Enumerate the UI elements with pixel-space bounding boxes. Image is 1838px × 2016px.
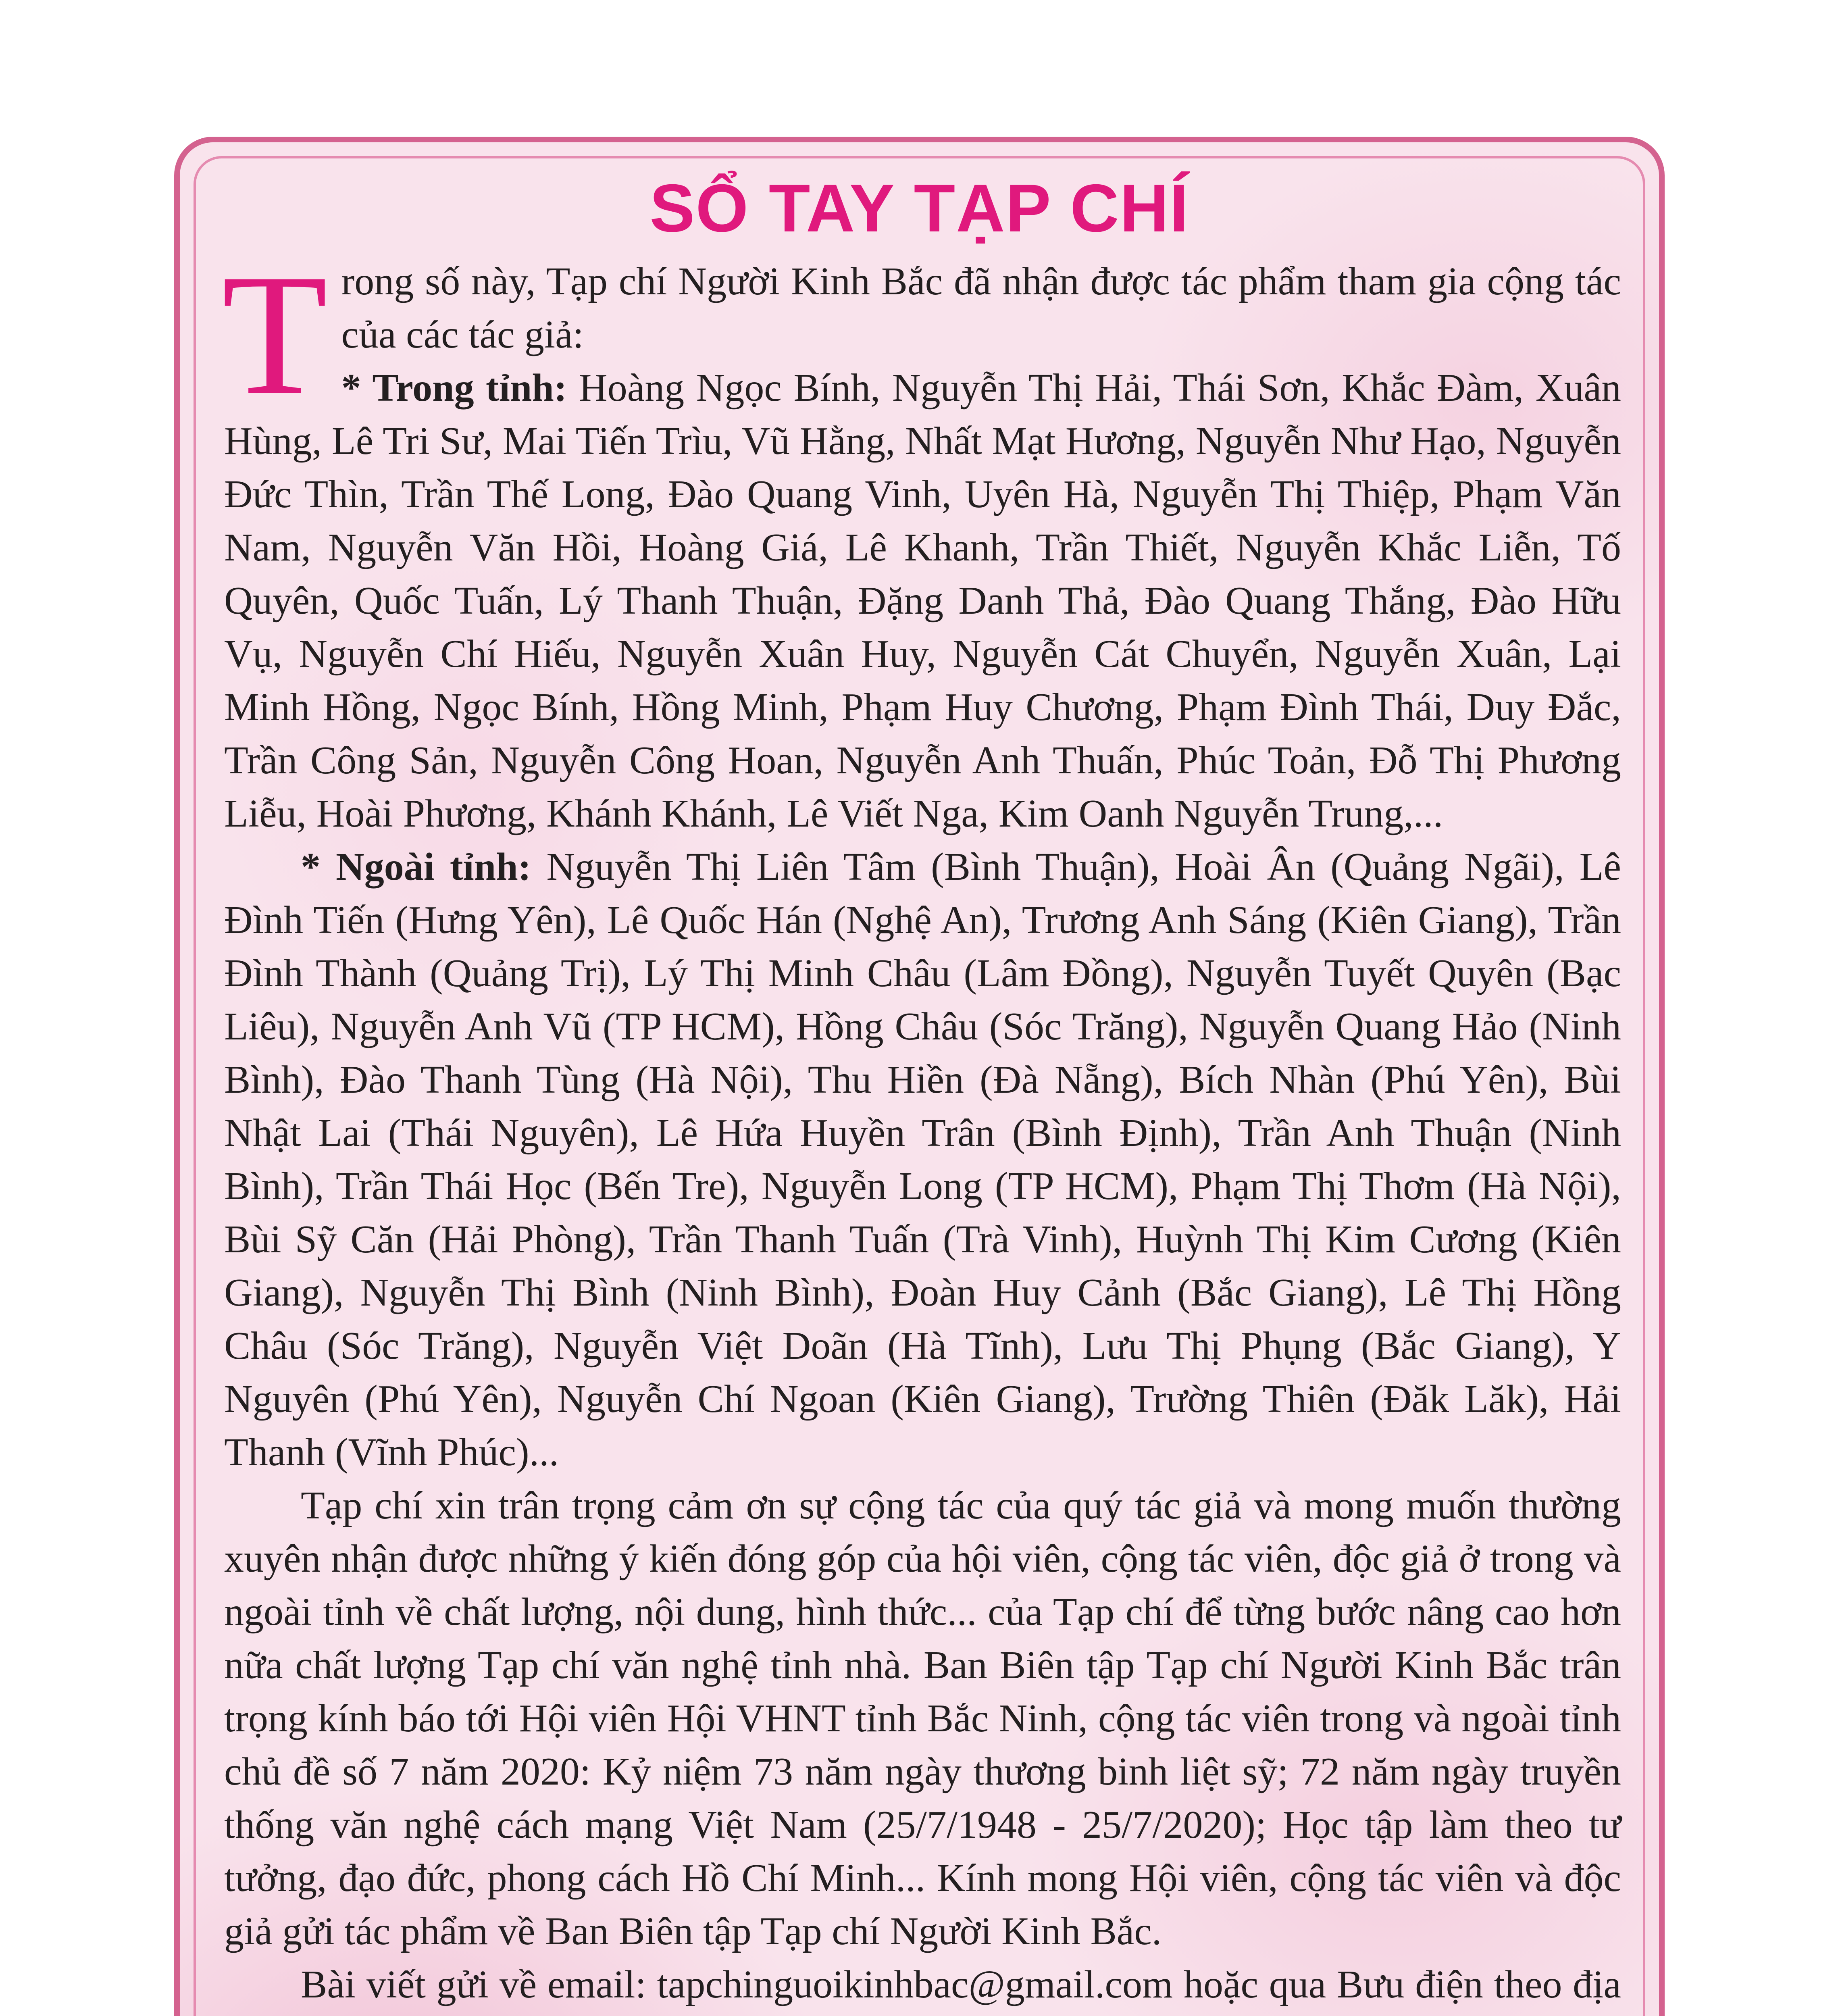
out-province-names: Nguyễn Thị Liên Tâm (Bình Thuận), Hoài Ân (Quảng Ngãi), Lê Đình Tiến (Hưng Yên), Lê Quốc Hán (Nghệ An), Trương Anh Sáng (Kiên Giang), Trần Đình Thành (Quảng Trị), Lý Thị Minh Châu (Lâm Đồng), Nguyễn Tuyết Quyên (Bạc Liêu), Nguyễn Anh Vũ (TP HCM), Hồng Châu (Sóc Trăng), Nguyễn Quang Hảo (Ninh Bình), Đào Thanh Tùng (Hà Nội), Thu Hiền (Đà Nẵng), Bích Nhàn (Phú Yên), Bùi Nhật Lai (Thái Nguyên), Lê Hứa Huyền Trân (Bình Định), Trần Anh Thuận (Ninh Bình), Trần Thái Học (Bến Tre), Nguyễn Long (TP HCM), Phạm Thị Thơm (Hà Nội), Bùi Sỹ Căn (Hải Phòng), Trần Thanh Tuấn (Trà Vinh), Huỳnh Thị Kim Cương (Kiên Giang), Nguyễn Thị Bình (Ninh Bình), Đoàn Huy Cảnh (Bắc Giang), Lê Thị Hồng Châu (Sóc Trăng), Nguyễn Việt Doãn (Hà Tĩnh), Lưu Thị Phụng (Bắc Giang), Y Nguyên (Phú Yên), Nguyễn Chí Ngoan (Kiên Giang), Trường Thiên (Đăk Lăk), Hải Thanh (Vĩnh Phúc)... xyxy=(224,845,1622,1474)
thanks-paragraph: Tạp chí xin trân trọng cảm ơn sự cộng tác của quý tác giả và mong muốn thường xuyên nhận được những ý kiến đóng góp của hội viên, cộng tác viên, độc giả ở trong và ngoài tỉnh về chất lượng, nội dung, hình thức... của Tạp chí để từng bước nâng cao hơn nữa chất lượng Tạp chí văn nghệ tỉnh nhà. Ban Biên tập Tạp chí Người Kinh Bắc trân trọng kính báo tới Hội viên Hội VHNT tỉnh Bắc Ninh, cộng tác viên trong và ngoài tỉnh chủ đề số 7 năm 2020: Kỷ niệm 73 năm ngày thương binh liệt sỹ; 72 năm ngày truyền thống văn nghệ cách mạng Việt Nam (25/7/1948 - 25/7/2020); Học tập làm theo tư tưởng, đạo đức, phong cách Hồ Chí Minh... Kính mong Hội viên, cộng tác viên và độc giả gửi tác phẩm về Ban Biên tập Tạp chí Người Kinh Bắc. xyxy=(224,1484,1621,1953)
article-body xyxy=(222,239,1622,2016)
out-province-paragraph xyxy=(224,840,1621,1479)
out-province-label: * Ngoài tỉnh: xyxy=(301,845,531,889)
intro-text: rong số này, Tạp chí Người Kinh Bắc đã nhận được tác phẩm tham gia cộng tác của các tác giả: xyxy=(341,260,1621,356)
page-title: SỔ TAY TẠP CHÍ xyxy=(649,170,1189,246)
in-province-paragraph xyxy=(224,361,1621,840)
in-province-names: Hoàng Ngọc Bính, Nguyễn Thị Hải, Thái Sơn, Khắc Đàm, Xuân Hùng, Lê Tri Sư, Mai Tiến Trìu, Vũ Hằng, Nhất Mạt Hương, Nguyễn Như Hạo, Nguyễn Đức Thìn, Trần Thế Long, Đào Quang Vinh, Uyên Hà, Nguyễn Thị Thiệp, Phạm Văn Nam, Nguyễn Văn Hồi, Hoàng Giá, Lê Khanh, Trần Thiết, Nguyễn Khắc Liễn, Tố Quyên, Quốc Tuấn, Lý Thanh Thuận, Đặng Danh Thả, Đào Quang Thắng, Đào Hữu Vụ, Nguyễn Chí Hiếu, Nguyễn Xuân Huy, Nguyễn Cát Chuyển, Nguyễn Xuân, Lại Minh Hồng, Ngọc Bính, Hồng Minh, Phạm Huy Chương, Phạm Đình Thái, Duy Đắc, Trần Công Sản, Nguyễn Công Hoan, Nguyễn Anh Thuấn, Phúc Toản, Đỗ Thị Phương Liễu, Hoài Phương, Khánh Khánh, Lê Viết Nga, Kim Oanh Nguyễn Trung,... xyxy=(224,366,1621,835)
in-province-label: * Trong tỉnh: xyxy=(341,366,567,410)
drop-cap: T xyxy=(222,239,328,431)
submission-paragraph: Bài viết gửi về email: tapchinguoikinhbac@gmail.com hoặc qua Bưu điện theo địa xyxy=(301,1963,1621,2006)
